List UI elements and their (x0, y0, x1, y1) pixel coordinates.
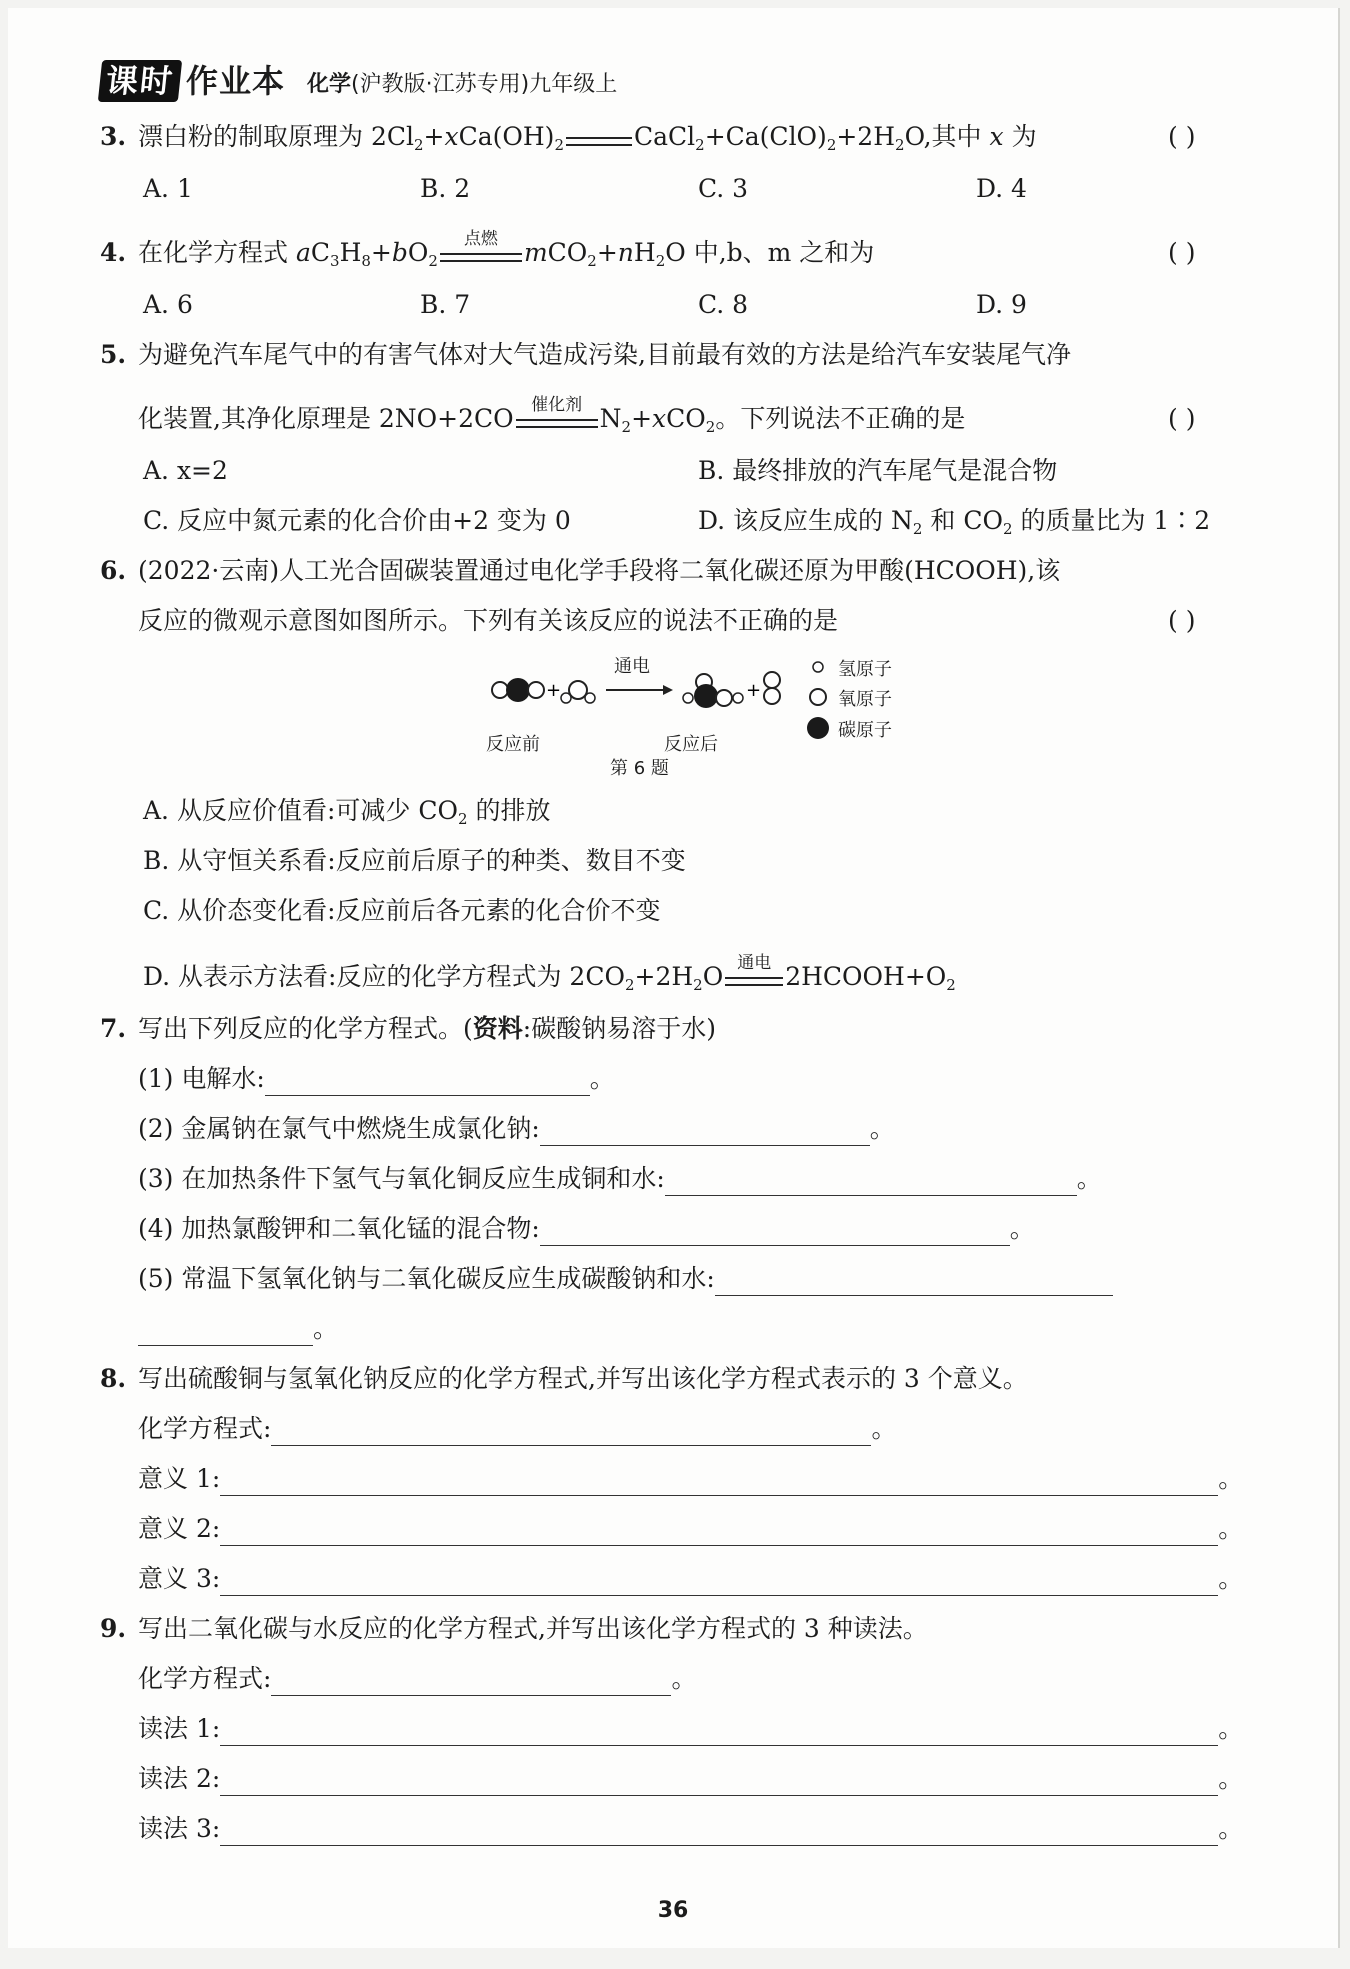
question-6-line1: 6. (2022·云南)人工光合固碳装置通过电化学手段将二氧化碳还原为甲酸(HCOOH),该 (100, 556, 1061, 585)
q4-option-b[interactable]: B. 7 (420, 290, 471, 319)
reaction-arrow-icon: 催化剂 (514, 402, 600, 436)
q7-item-5-continuation: 。 (138, 1312, 338, 1346)
reaction-arrow-icon: 通电 (723, 960, 785, 994)
q7-item-2: (2) 金属钠在氯气中燃烧生成氯化钠: 。 (138, 1112, 895, 1146)
brand-title: 作业本 (186, 62, 286, 100)
q5-option-a[interactable]: A. x=2 (143, 456, 228, 485)
answer-bracket-4[interactable]: ( ) (1168, 238, 1196, 267)
co2-molecule-icon (492, 678, 544, 702)
equals-sign-icon (564, 120, 634, 154)
q4-option-c[interactable]: C. 8 (698, 290, 749, 319)
answer-blank[interactable] (665, 1167, 1077, 1196)
answer-blank[interactable] (540, 1117, 870, 1146)
diagram-before-label: 反应前 (486, 734, 540, 755)
answer-blank[interactable] (271, 1667, 671, 1696)
o2-molecule-icon (764, 672, 780, 704)
figure-caption: 第 6 题 (610, 758, 669, 779)
q8-meaning-2: 意义 2: 。 (138, 1512, 1243, 1546)
q8-meaning-1: 意义 1: 。 (138, 1462, 1243, 1496)
reaction-arrow-icon: 点燃 (438, 236, 524, 270)
q6-option-a[interactable]: A. 从反应价值看:可减少 $CO_2$ 的排放 (143, 796, 551, 828)
answer-blank[interactable] (220, 1817, 1218, 1846)
answer-blank[interactable] (540, 1217, 1010, 1246)
legend-hydrogen: 氢原子 (838, 659, 892, 680)
q4-option-a[interactable]: A. 6 (143, 290, 193, 319)
question-5-line2: 化装置,其净化原理是 2NO+2CO 催化剂 $N_2+xCO_2$。下列说法不正确的是 (138, 395, 966, 436)
q7-item-3: (3) 在加热条件下氢气与氧化铜反应生成铜和水: 。 (138, 1162, 1102, 1196)
answer-bracket-5[interactable]: ( ) (1168, 404, 1196, 433)
q3-option-b[interactable]: B. 2 (420, 174, 471, 203)
answer-bracket-6[interactable]: ( ) (1168, 606, 1196, 635)
workbook-page (8, 8, 1338, 1948)
answer-blank[interactable] (715, 1267, 1113, 1296)
svg-text:+: + (746, 680, 762, 701)
q8-meaning-3: 意义 3: 。 (138, 1562, 1243, 1596)
oxygen-atom-icon (810, 689, 826, 705)
answer-blank[interactable] (220, 1767, 1218, 1796)
q7-item-4: (4) 加热氯酸钾和二氧化锰的混合物: 。 (138, 1212, 1035, 1246)
carbon-atom-icon (807, 717, 829, 739)
question-4-stem: 4. 在化学方程式 $aC_3H_8+bO_2$ 点燃 $mCO_2+nH_2O$ 中,b、m 之和为 (100, 229, 875, 270)
diagram-after-label: 反应后 (664, 734, 718, 755)
q3-option-c[interactable]: C. 3 (698, 174, 749, 203)
diagram-condition-label: 通电 (614, 656, 650, 677)
answer-blank[interactable] (138, 1317, 313, 1346)
answer-bracket-3[interactable]: ( ) (1168, 122, 1196, 151)
q3-option-a[interactable]: A. 1 (143, 174, 193, 203)
question-3-stem: 3. 漂白粉的制取原理为 $2Cl_2+xCa(OH)_2$ $CaCl_2+Ca(ClO)_2+2H_2O$,其中 x 为 (100, 122, 1037, 154)
q7-item-5: (5) 常温下氢氧化钠与二氧化碳反应生成碳酸钠和水: (138, 1262, 1113, 1296)
reaction-micro-diagram (478, 652, 938, 782)
hcooh-molecule-icon (683, 674, 743, 708)
q5-option-c[interactable]: C. 反应中氮元素的化合价由+2 变为 0 (143, 506, 571, 535)
page-header (100, 58, 617, 102)
q6-option-d[interactable]: D. 从表示方法看:反应的化学方程式为 $2CO_2+2H_2O$ 通电 $2HCOOH+O_2$ (143, 953, 956, 994)
answer-blank[interactable] (271, 1417, 871, 1446)
brand-logo: 课时 (98, 60, 182, 102)
answer-blank[interactable] (265, 1067, 590, 1096)
q8-equation-line: 化学方程式: 。 (138, 1412, 896, 1446)
h2o-molecule-icon (561, 681, 595, 703)
legend-carbon: 碳原子 (838, 720, 892, 741)
q5-option-b[interactable]: B. 最终排放的汽车尾气是混合物 (698, 456, 1058, 485)
legend-oxygen: 氧原子 (838, 689, 892, 710)
answer-blank[interactable] (220, 1517, 1218, 1546)
answer-blank[interactable] (220, 1717, 1218, 1746)
question-5-line1: 5. 为避免汽车尾气中的有害气体对大气造成污染,目前最有效的方法是给汽车安装尾气净 (100, 340, 1071, 369)
q9-reading-2: 读法 2: 。 (138, 1762, 1243, 1796)
q6-option-c[interactable]: C. 从价态变化看:反应前后各元素的化合价不变 (143, 896, 661, 925)
q4-option-d[interactable]: D. 9 (976, 290, 1027, 319)
svg-text:+: + (546, 680, 562, 701)
q3-option-d[interactable]: D. 4 (976, 174, 1027, 203)
question-6-line2: 反应的微观示意图如图所示。下列有关该反应的说法不正确的是 (138, 606, 839, 635)
hydrogen-atom-icon (813, 662, 823, 672)
q9-equation-line: 化学方程式: 。 (138, 1662, 696, 1696)
answer-blank[interactable] (220, 1567, 1218, 1596)
q7-item-1: (1) 电解水: 。 (138, 1062, 615, 1096)
question-9-stem: 9. 写出二氧化碳与水反应的化学方程式,并写出该化学方程式的 3 种读法。 (100, 1614, 928, 1643)
answer-blank[interactable] (220, 1467, 1218, 1496)
question-7-stem: 7. 写出下列反应的化学方程式。(资料:碳酸钠易溶于水) (100, 1014, 716, 1043)
q9-reading-3: 读法 3: 。 (138, 1812, 1243, 1846)
q6-option-b[interactable]: B. 从守恒关系看:反应前后原子的种类、数目不变 (143, 846, 686, 875)
question-8-stem: 8. 写出硫酸铜与氢氧化钠反应的化学方程式,并写出该化学方程式表示的 3 个意义。 (100, 1364, 1028, 1393)
q9-reading-1: 读法 1: 。 (138, 1712, 1243, 1746)
q5-option-d[interactable]: D. 该反应生成的 $N_2$ 和 $CO_2$ 的质量比为 1∶2 (698, 506, 1211, 538)
page-number: 36 (657, 1898, 689, 1923)
header-subtitle: 化学(沪教版·江苏专用)九年级上 (307, 72, 618, 97)
